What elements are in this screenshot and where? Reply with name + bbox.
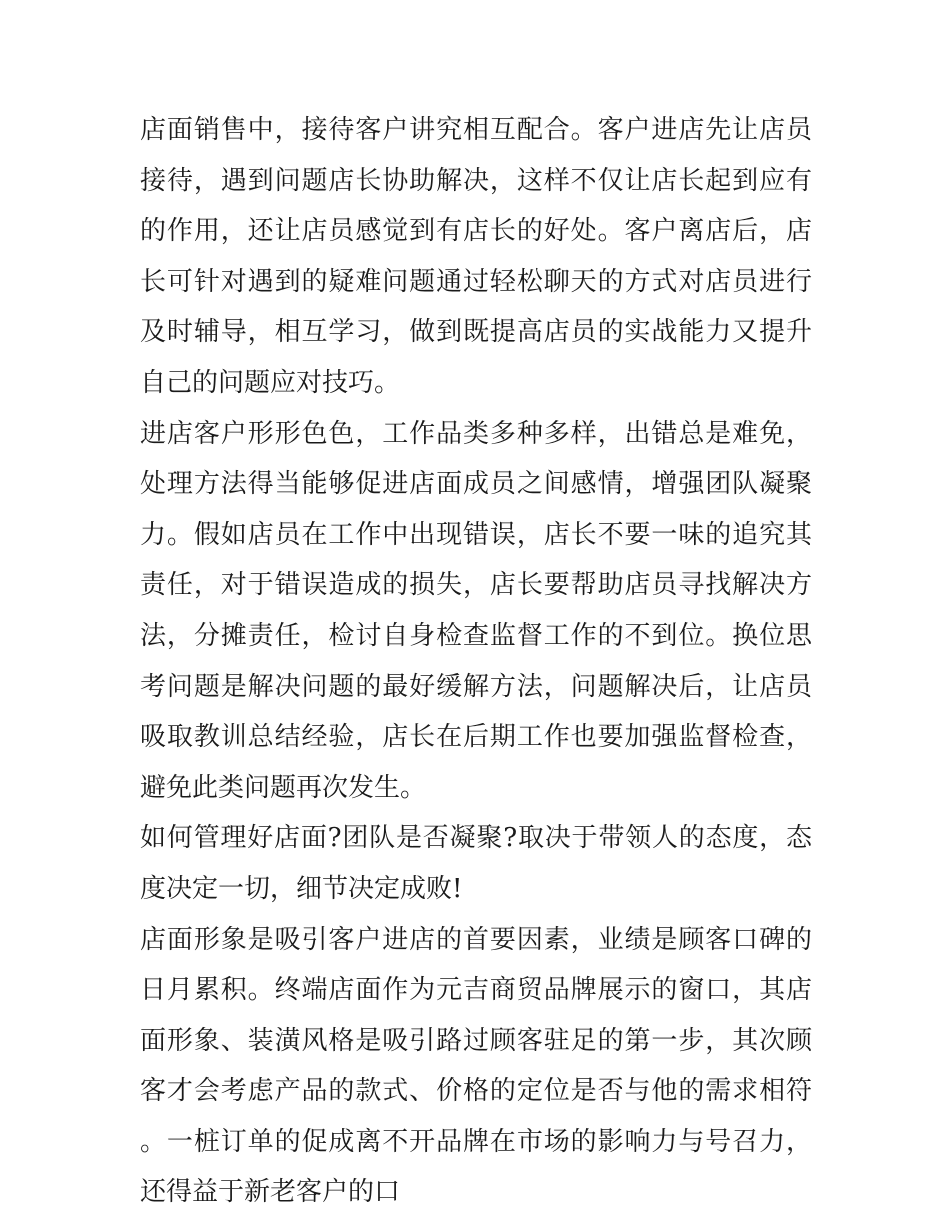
paragraph-error-handling: 进店客户形形色色，工作品类多种多样，出错总是难免，处理方法得当能够促进店面成员之间感情，增强团队凝聚力。假如店员在工作中出现错误，店长不要一味的追究其责任，对于错误造成的损失，店长要帮助店员寻找解决方法，分摊责任，检讨自身检查监督工作的不到位。换位思考问题是解决问题的最好缓解方法，问题解决后，让店员吸取教训总结经验，店长在后期工作也要加强监督检查，避免此类问题再次发生。 bbox=[140, 418, 812, 803]
document-body bbox=[140, 105, 812, 1218]
paragraph-management-attitude: 如何管理好店面?团队是否凝聚?取决于带领人的态度，态度决定一切，细节决定成败! bbox=[140, 823, 812, 904]
paragraph-store-image: 店面形象是吸引客户进店的首要因素，业绩是顾客口碑的日月累积。终端店面作为元吉商贸品牌展示的窗口，其店面形象、装潢风格是吸引路过顾客驻足的第一步，其次顾客才会考虑产品的款式、价格的定位是否与他的需求相符。一桩订单的促成离不开品牌在市场的影响力与号召力，还得益于新老客户的口 bbox=[140, 924, 812, 1208]
paragraph-reception-cooperation: 店面销售中，接待客户讲究相互配合。客户进店先让店员接待，遇到问题店长协助解决，这样不仅让店长起到应有的作用，还让店员感觉到有店长的好处。客户离店后，店长可针对遇到的疑难问题通过轻松聊天的方式对店员进行及时辅导，相互学习，做到既提高店员的实战能力又提升自己的问题应对技巧。 bbox=[140, 115, 812, 398]
